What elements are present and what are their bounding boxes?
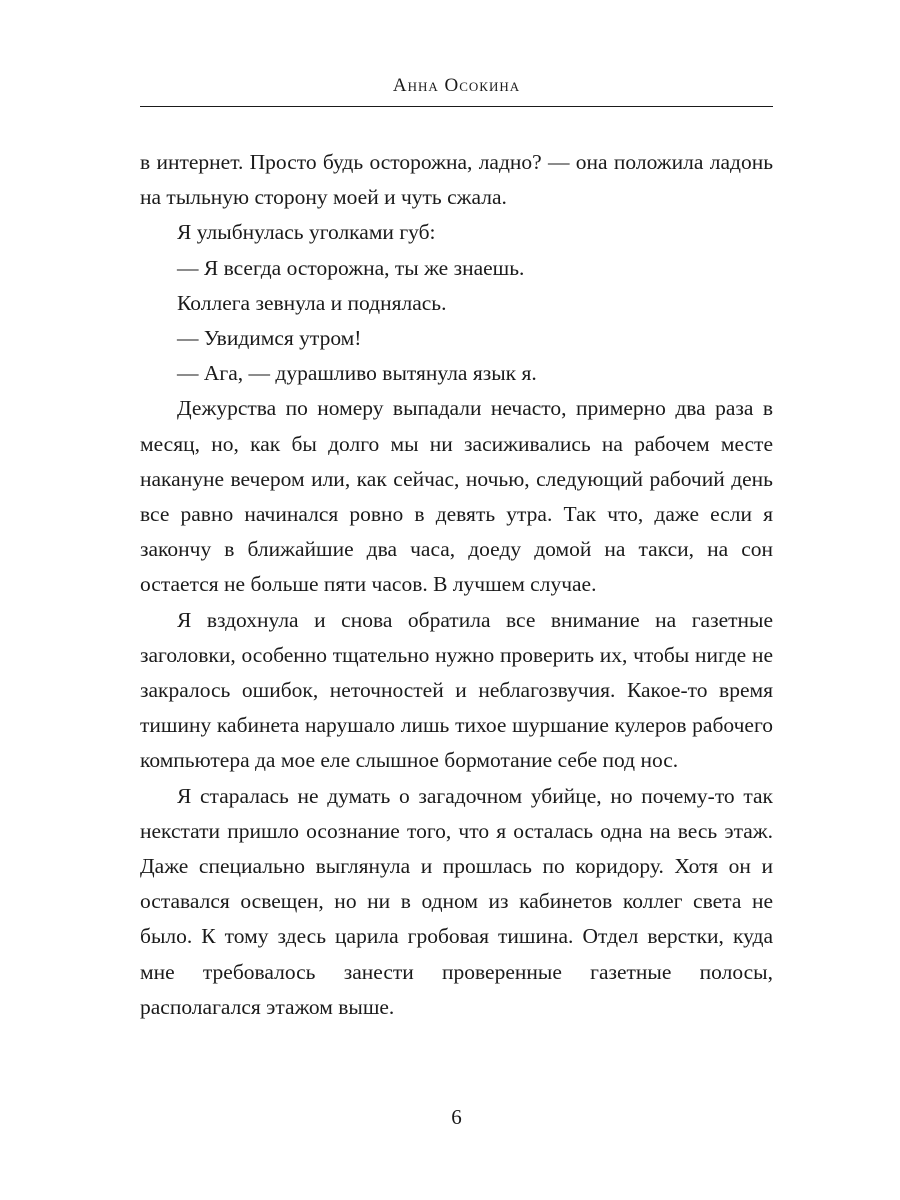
paragraph: Я старалась не думать о загадочном убийце, но почему-то так некстати пришло осознание того, что я осталась одна на весь этаж. Даже специально выглянула и прошлась по коридору. Хотя он и оставался освещен, но ни в одном из кабинетов коллег света не было. К тому здесь царила гробовая тишина. Отдел верстки, куда мне требовалось занести проверенные газетные полосы, располагался этажом выше.: [140, 783, 773, 1019]
page-number: 6: [451, 1105, 462, 1129]
page-text: [140, 145, 773, 1025]
paragraph-continued: в интернет. Просто будь осторожна, ладно? — она положила ладонь на тыльную сторону моей и чуть сжала.: [140, 150, 773, 210]
dialogue-line: — Ага, — дурашливо вытянула язык я.: [177, 361, 537, 386]
paragraph: Я вздохнула и снова обратила все внимание на газетные заголовки, особенно тщательно нужно проверить их, чтобы нигде не закралось ошибок, неточностей и неблагозвучия. Какое-то время тишину кабинета нарушало лишь тихое шуршание кулеров рабочего компьютера да мое еле слышное бормотание себе под нос.: [140, 607, 773, 773]
header-rule: [140, 106, 773, 107]
paragraph: Коллега зевнула и поднялась.: [177, 290, 447, 315]
paragraph: Дежурства по номеру выпадали нечасто, примерно два раза в месяц, но, как бы долго мы ни засиживались на рабочем месте накануне вечером или, как сейчас, ночью, следующий рабочий день все равно начинался ровно в девять утра. Так что, даже если я закончу в ближайшие два часа, доеду домой на такси, на сон остается не больше пяти часов. В лучшем случае.: [140, 396, 773, 597]
dialogue-line: — Я всегда осторожна, ты же знаешь.: [177, 255, 525, 280]
dialogue-line: — Увидимся утром!: [177, 326, 362, 351]
running-title: Анна Осокина: [392, 75, 521, 96]
paragraph: Я улыбнулась уголками губ:: [177, 220, 436, 245]
